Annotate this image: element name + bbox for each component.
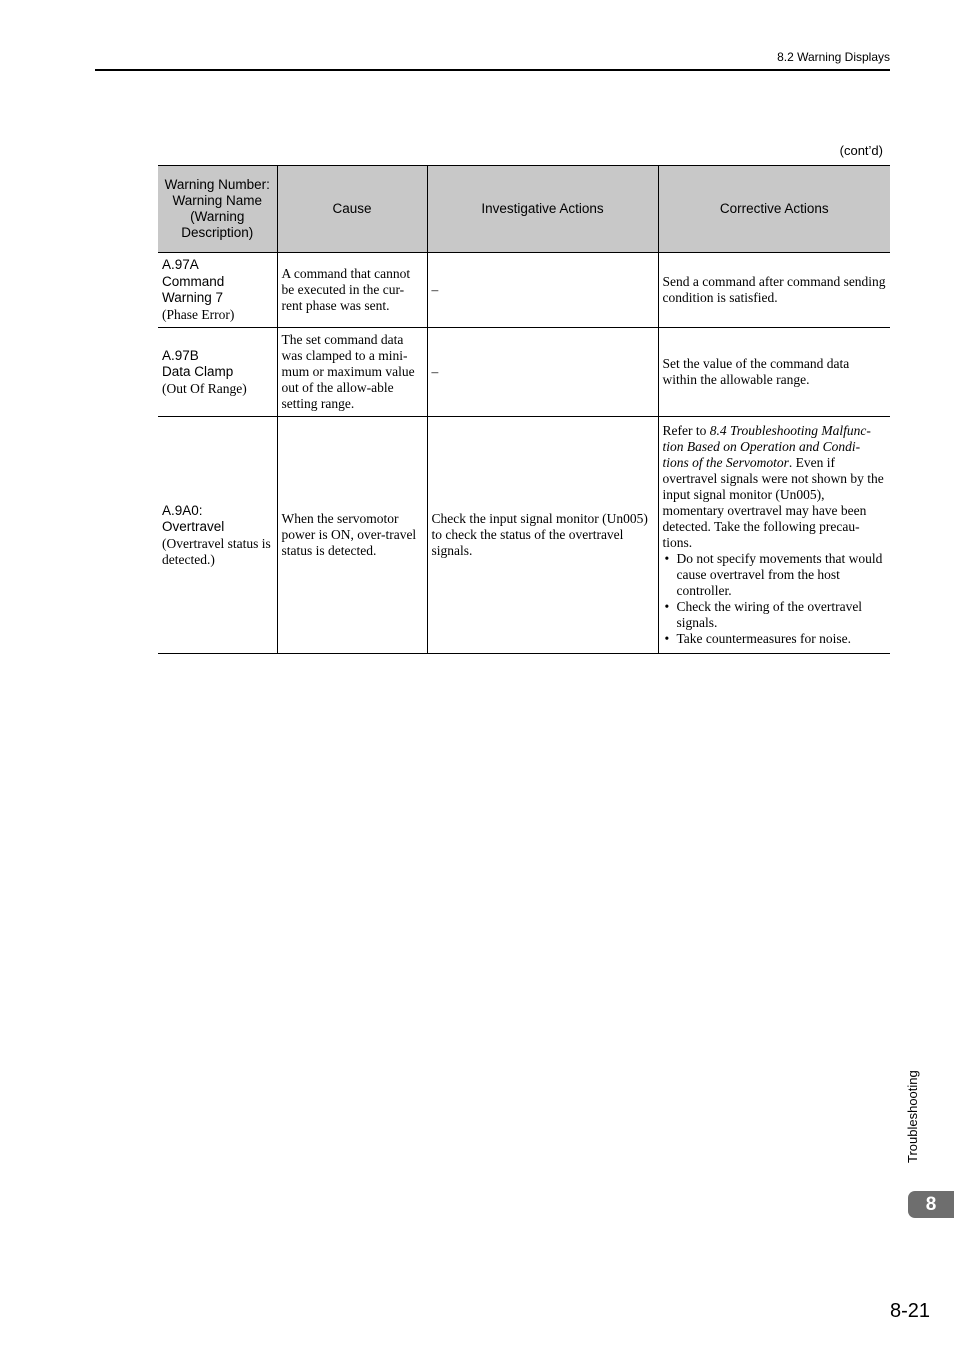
warning-cell: [158, 253, 277, 328]
warning-description: (Overtravel status is detected.): [162, 535, 271, 567]
corrective-cell: Set the value of the command data within the allowable range.: [658, 328, 890, 417]
column-header-investigative-actions: Investigative Actions: [427, 166, 658, 253]
list-item: • Do not specify movements that would cause overtravel from the host controller.: [663, 551, 887, 599]
warning-cell: [158, 328, 277, 417]
table-row: [158, 328, 890, 417]
warning-name: Overtravel: [162, 519, 225, 534]
warning-number: A.97B: [162, 347, 199, 363]
warning-cell: [158, 417, 277, 654]
column-header-corrective-actions: Corrective Actions: [658, 166, 890, 253]
list-item: • Check the wiring of the overtravel signals.: [663, 599, 887, 631]
corrective-paragraph: [663, 423, 887, 551]
running-header-title: 8.2 Warning Displays: [777, 50, 890, 64]
warning-description: (Phase Error): [162, 306, 235, 322]
cause-cell: When the servomotor power is ON, over-travel status is detected.: [277, 417, 427, 654]
column-header-cause: Cause: [277, 166, 427, 253]
warning-number: A.97A: [162, 257, 199, 273]
continued-label: (cont’d): [839, 143, 883, 158]
chapter-badge: 8: [908, 1191, 954, 1218]
investigative-cell: –: [427, 253, 658, 328]
table-row: [158, 417, 890, 654]
refer-prefix: Refer to: [662, 423, 710, 438]
page-number: 8-21: [889, 1300, 930, 1322]
warning-name: Command Warning 7: [162, 273, 225, 306]
investigative-cell: –: [427, 328, 658, 417]
warning-number: A.9A0:: [162, 502, 203, 518]
precaution-list: [663, 551, 887, 647]
table-row: [158, 253, 890, 328]
cross-reference-link[interactable]: 8.4 Troubleshooting Malfunc-tion Based on Operation and Condi-tions of the Servomotor: [662, 423, 871, 470]
corrective-cell: Send a command after command sending condition is satisfied.: [658, 253, 890, 328]
warning-name: Data Clamp: [162, 364, 234, 379]
cause-cell: A command that cannot be executed in the cur-rent phase was sent.: [277, 253, 427, 328]
table-header-row: [158, 166, 890, 253]
refer-suffix: . Even if overtravel signals were not shown by the input signal monitor (Un005), momentary overtravel may have been detected. Take the following precau-tions.: [662, 455, 884, 550]
warning-table: [158, 165, 890, 654]
corrective-cell: [658, 417, 890, 654]
warning-description: (Out Of Range): [162, 380, 247, 396]
list-item: • Take countermeasures for noise.: [663, 631, 887, 647]
cause-cell: The set command data was clamped to a mini-mum or maximum value out of the allow-able setting range.: [277, 328, 427, 417]
column-header-warning: Warning Number: Warning Name (Warning Description): [158, 166, 277, 253]
side-tab-label: Troubleshooting: [905, 1070, 920, 1163]
header-rule: [95, 69, 890, 71]
investigative-cell: Check the input signal monitor (Un005) to check the status of the overtravel signals.: [427, 417, 658, 654]
